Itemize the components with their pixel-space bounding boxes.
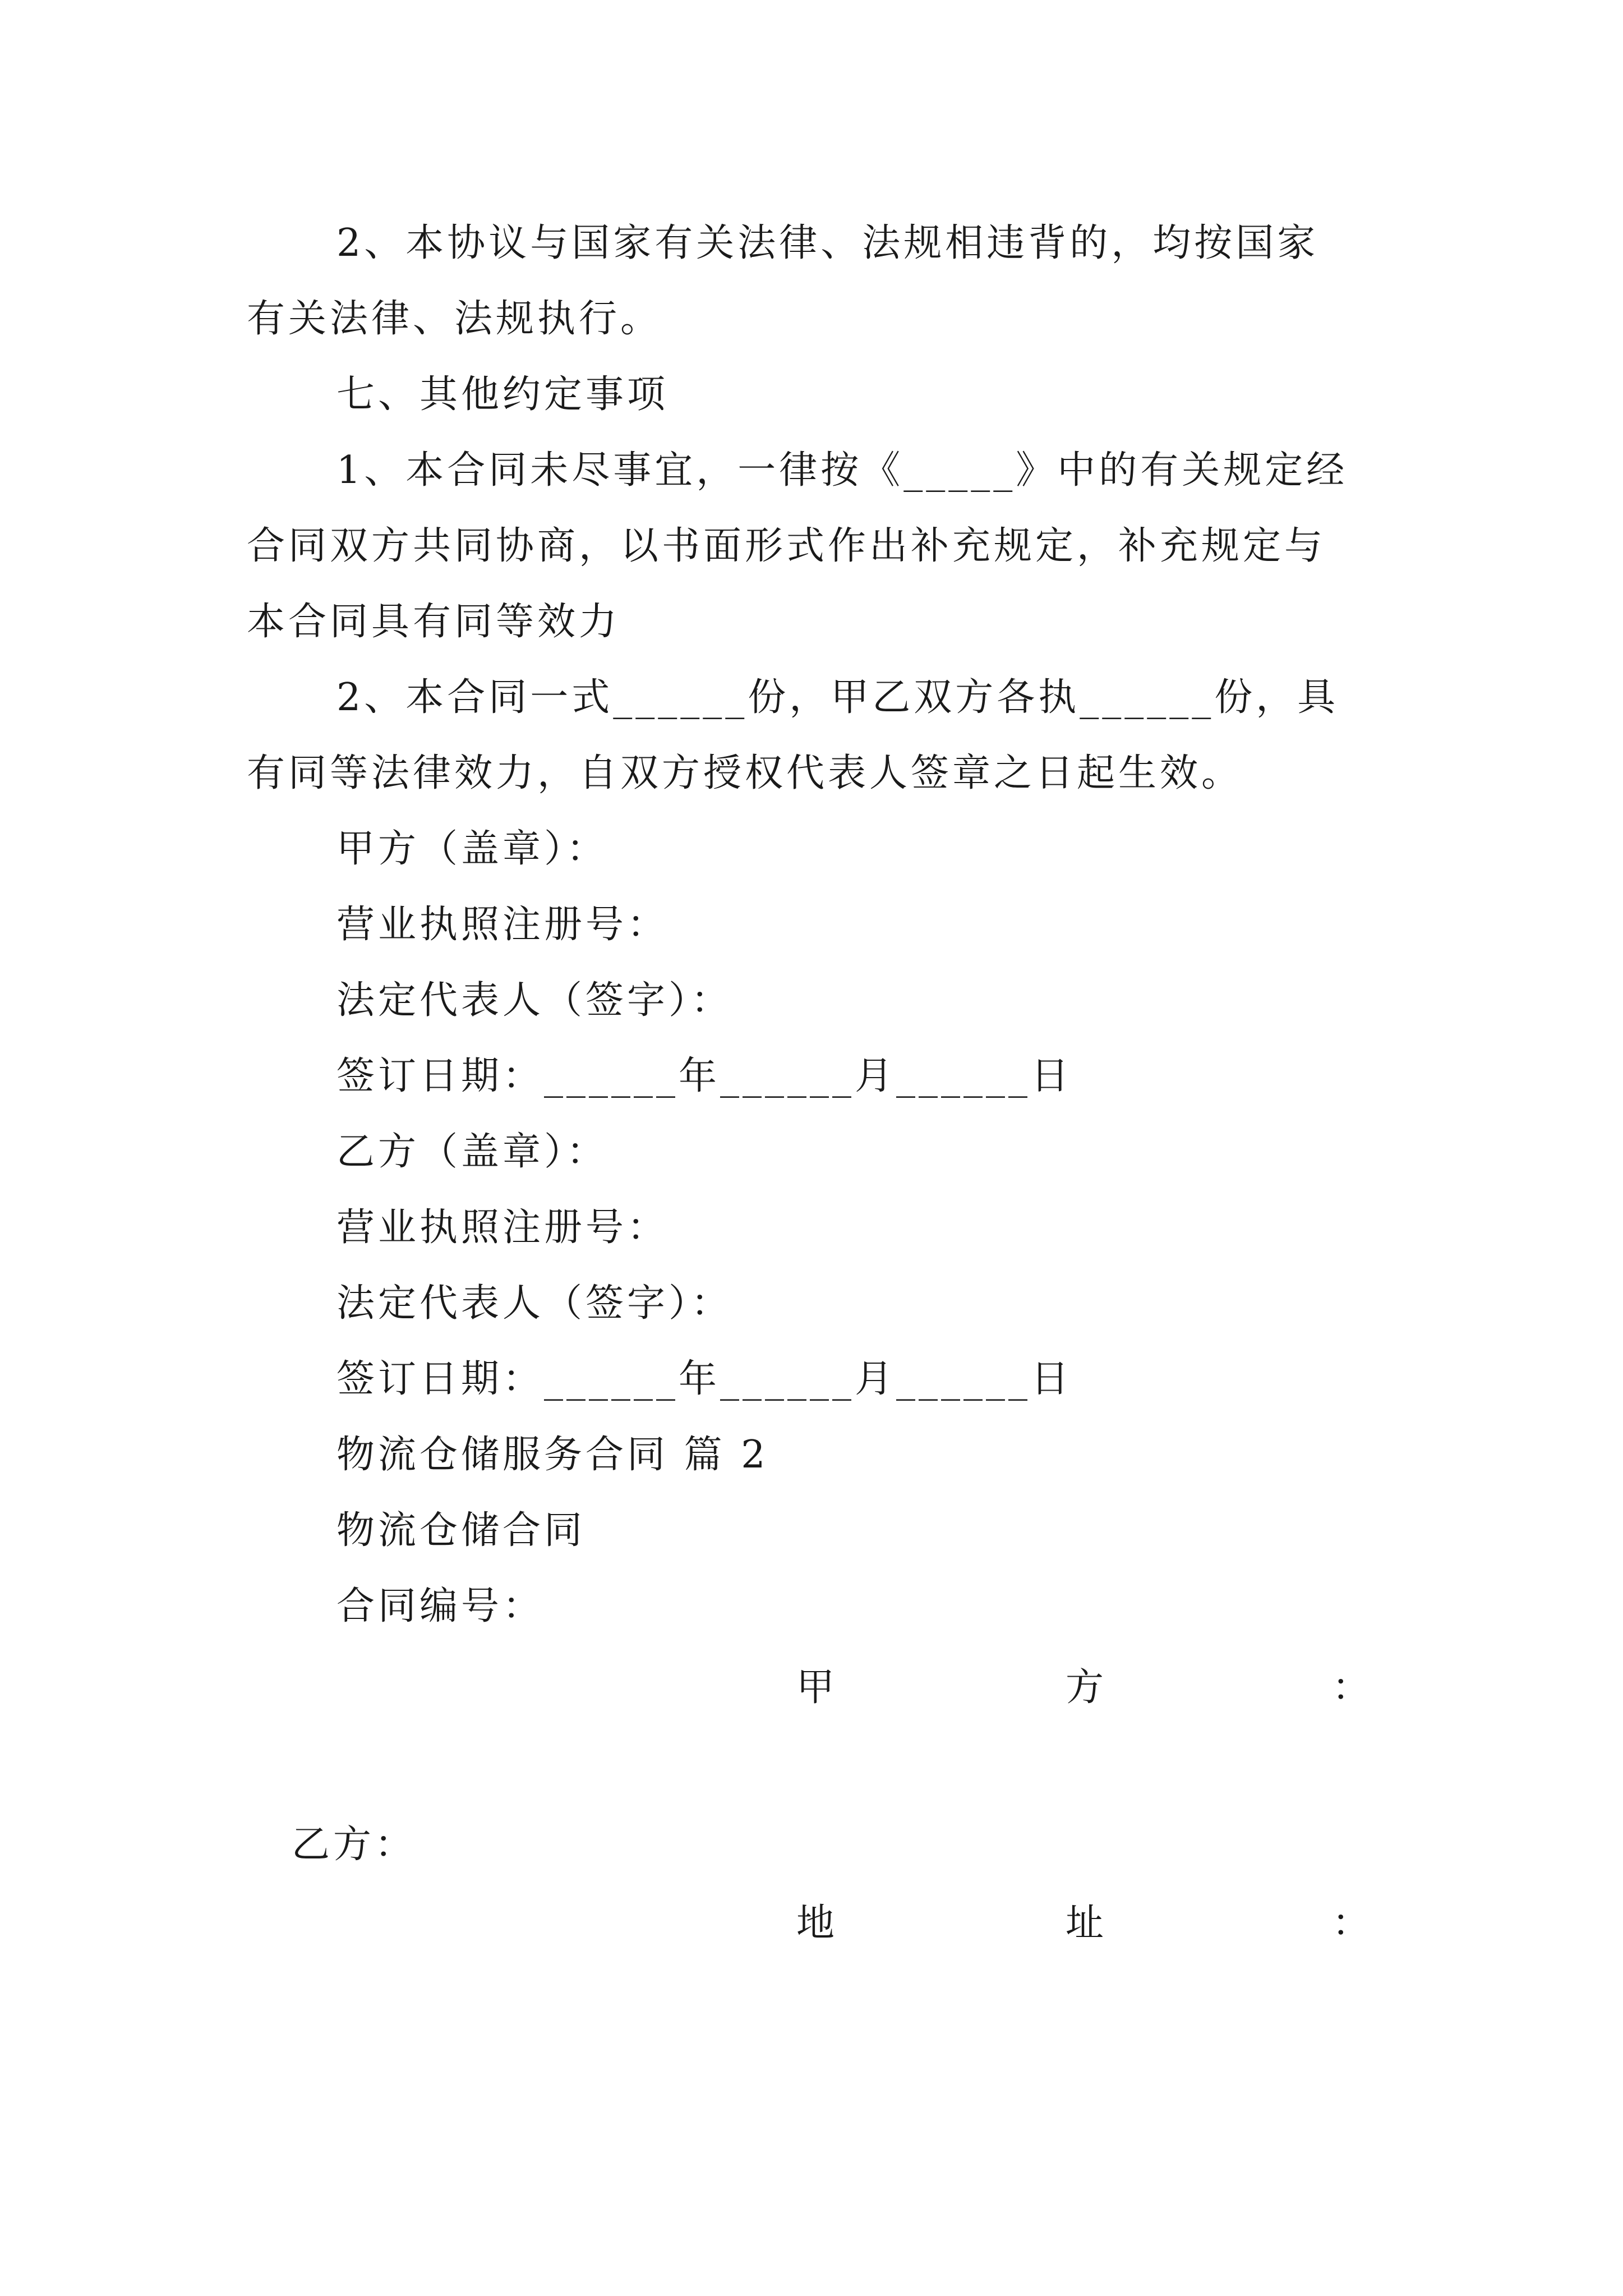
- party-a-char-1: 甲: [796, 1665, 835, 1710]
- party-b-representative: 法定代表人（签字）：: [336, 1281, 733, 1326]
- party-b-label: 乙方：: [292, 1823, 417, 1867]
- clause-7-1-line-2: 合同双方共同协商，以书面形式作出补充规定，补充规定与: [247, 524, 1326, 568]
- clause-7-2-line-1: 2、本合同一式______份，甲乙双方各执______份，具: [336, 675, 1339, 720]
- party-b-license: 营业执照注册号：: [336, 1205, 669, 1250]
- party-a-seal: 甲方（盖章）：: [336, 827, 608, 871]
- section-7-heading: 七、其他约定事项: [336, 372, 669, 417]
- party-a-label-row: [0, 1665, 1623, 1860]
- article-2-heading: 物流仓储服务合同 篇 2: [336, 1433, 769, 1477]
- clause-7-1-line-3: 本合同具有同等效力: [247, 600, 621, 644]
- party-b-seal: 乙方（盖章）：: [336, 1130, 608, 1174]
- party-a-license: 营业执照注册号：: [336, 903, 669, 947]
- clause-7-2-line-2: 有同等法律效力，自双方授权代表人签章之日起生效。: [247, 751, 1243, 795]
- address-char-1: 地: [796, 1901, 835, 1945]
- article-2-title: 物流仓储合同: [336, 1508, 586, 1553]
- party-a-sign-date: 签订日期：______年______月______日: [336, 1054, 1073, 1098]
- clause-6-2-line-1: 2、本协议与国家有关法律、法规相违背的，均按国家: [336, 221, 1319, 265]
- clause-7-1-line-1: 1、本合同未尽事宜，一律按《_____》中的有关规定经: [336, 448, 1348, 493]
- contract-number-label: 合同编号：: [336, 1584, 545, 1628]
- party-b-sign-date: 签订日期：______年______月______日: [336, 1357, 1073, 1401]
- address-colon: ：: [1332, 1901, 1371, 1945]
- party-a-char-2: 方: [1066, 1665, 1104, 1710]
- party-a-representative: 法定代表人（签字）：: [336, 978, 733, 1023]
- address-char-2: 址: [1066, 1901, 1104, 1945]
- address-label-row: [0, 1901, 1623, 2095]
- clause-6-2-line-2: 有关法律、法规执行。: [247, 297, 662, 341]
- party-a-colon: ：: [1332, 1665, 1371, 1710]
